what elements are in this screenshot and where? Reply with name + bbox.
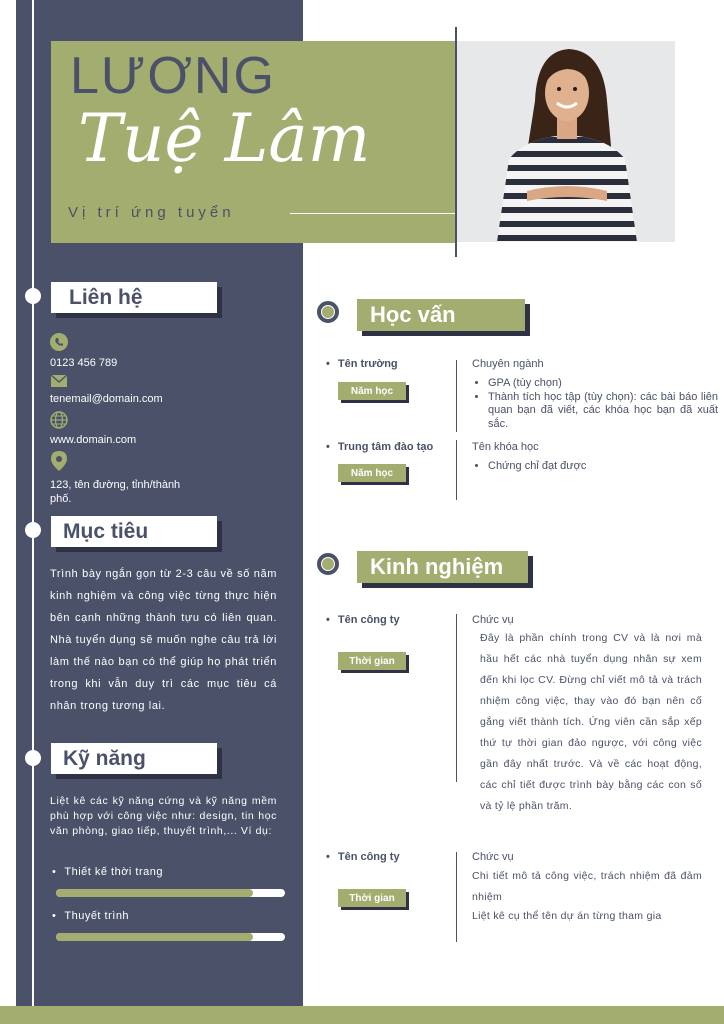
position-title: Vị trí ứng tuyển	[68, 204, 235, 221]
address: 123, tên đường, tỉnh/thành phố.	[50, 479, 181, 505]
entry-divider	[456, 614, 457, 782]
training-center-name: • Trung tâm đào tạo	[326, 441, 433, 453]
year-tag	[338, 382, 406, 400]
job-description: Chi tiết mô tả công việc, trách nhiệm đã đảm nhiệm	[472, 870, 702, 903]
timeline-dot-contact	[25, 288, 41, 304]
experience-heading	[357, 551, 528, 583]
position-underline	[290, 213, 455, 214]
bottom-bar	[0, 1006, 724, 1024]
entry-divider	[456, 852, 457, 942]
list-item: • Chứng chỉ đạt được	[488, 460, 718, 474]
section-marker-education	[317, 301, 339, 323]
experience-heading-text: Kinh nghiệm	[370, 554, 504, 579]
time-tag	[338, 652, 406, 670]
entry-divider	[456, 440, 457, 500]
education-details	[472, 377, 718, 431]
job-title: Chức vụ	[472, 614, 514, 626]
skill-bar	[56, 933, 285, 941]
objective-heading-text: Mục tiêu	[63, 519, 149, 543]
year-tag-text: Năm học	[350, 385, 394, 397]
skills-heading	[51, 743, 217, 774]
project-list: Liệt kê cụ thể tên dự án từng tham gia	[472, 910, 662, 922]
profile-photo	[457, 41, 675, 242]
phone-number: 0123 456 789	[50, 357, 118, 369]
major-title: Chuyên ngành	[472, 358, 544, 370]
objective-heading	[51, 516, 217, 547]
training-details	[472, 460, 718, 474]
sidebar-timeline	[32, 0, 34, 1006]
skill-bar	[56, 889, 285, 897]
contact-heading	[51, 282, 217, 313]
year-tag-text: Năm học	[350, 467, 394, 479]
contact-heading-text: Liên hệ	[69, 285, 143, 309]
job-title: Chức vụ	[472, 851, 514, 863]
company-name: • Tên công ty	[326, 614, 400, 626]
section-marker-experience	[317, 553, 339, 575]
skill-label: • Thiết kế thời trang	[52, 866, 163, 878]
location-pin-icon	[50, 452, 68, 470]
phone-icon	[50, 333, 68, 351]
skill-bar-fill	[56, 933, 253, 941]
mail-icon	[50, 372, 68, 390]
year-tag	[338, 464, 406, 482]
entry-divider	[456, 360, 457, 432]
skills-description: Liệt kê các kỹ năng cứng và kỹ năng mềm phù hợp với công việc như: design, tin học văn phòng, giao tiếp, thuyết trình,... Ví dụ:	[50, 795, 277, 837]
email-address: tenemail@domain.com	[50, 393, 163, 405]
time-tag-text: Thời gian	[349, 655, 395, 667]
job-description: Đây là phần chính trong CV và là nơi mà hầu hết các nhà tuyển dụng nhân sự xem đến khi lọc CV. Đừng chỉ viết mô tả và trách nhiệm công việc, thay vào đó bạn nên cố gắng viết thành tích. Ứng viên cần sắp xếp thứ tự thời gian đảo ngược, với công việc gần đây nhất trước. Và về các hoạt động, các chỉ tiết được trình bày bằng các con số và tỷ lệ phần trăm.	[480, 632, 702, 812]
school-name: • Tên trường	[326, 358, 398, 370]
course-title: Tên khóa học	[472, 441, 539, 453]
list-item: • GPA (tùy chọn)	[488, 377, 718, 391]
first-name: Tuệ Lâm	[78, 100, 371, 177]
timeline-dot-objective	[25, 522, 41, 538]
skills-heading-text: Kỹ năng	[63, 746, 146, 770]
last-name: LƯƠNG	[70, 47, 276, 105]
timeline-dot-skills	[25, 750, 41, 766]
globe-icon	[50, 411, 68, 429]
company-name: • Tên công ty	[326, 851, 400, 863]
list-item: • Thành tích học tập (tùy chọn): các bài báo liên quan bạn đã viết, các khóa học bạn đã xuất sắc.	[488, 391, 718, 432]
skill-bar-fill	[56, 889, 253, 897]
time-tag	[338, 889, 406, 907]
time-tag-text: Thời gian	[349, 892, 395, 904]
skill-label: • Thuyết trình	[52, 910, 129, 922]
education-heading	[357, 299, 525, 331]
objective-text: Trình bày ngắn gọn từ 2-3 câu về số năm kinh nghiệm và công việc từng thực hiện bên cạnh những thành tựu có liên quan. Nhà tuyển dụng sẽ muốn nghe câu trả lời làm thế nào bạn có thể giúp họ phát triển trong khi vẫn duy trì các mục tiêu cá nhân trong tương lai.	[50, 568, 277, 712]
education-heading-text: Học vấn	[370, 302, 456, 327]
website: www.domain.com	[50, 434, 137, 446]
